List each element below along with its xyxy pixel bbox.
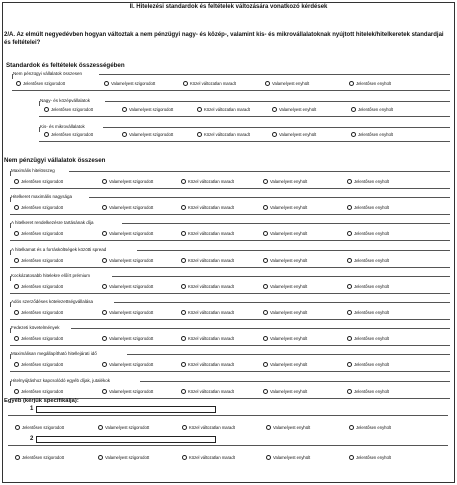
group-side-line — [10, 328, 11, 333]
option-label: Jelentősen szigorodott — [21, 362, 63, 368]
radio-button[interactable] — [181, 336, 186, 341]
standards-option-1[interactable] — [16, 81, 65, 86]
radio-button[interactable] — [14, 231, 19, 236]
terms-option-2[interactable] — [102, 389, 153, 394]
group-top-line — [140, 381, 450, 382]
group-top-line — [114, 302, 450, 303]
option-label: Valamelyest enyhült — [270, 257, 308, 263]
radio-button[interactable] — [102, 310, 107, 315]
terms-option-3[interactable] — [181, 310, 234, 315]
radio-button[interactable] — [182, 425, 187, 430]
terms-option-2[interactable] — [102, 336, 153, 341]
group-side-line — [10, 354, 11, 359]
radio-button[interactable] — [122, 107, 127, 112]
radio-button[interactable] — [181, 284, 186, 289]
terms-option-4[interactable] — [263, 284, 307, 289]
option-label: Jelentősen szigorodott — [21, 205, 63, 211]
other-2-option-5[interactable] — [349, 455, 391, 460]
option-label: Valamelyest enyhült — [273, 455, 311, 460]
option-label: Jelentősen szigorodott — [21, 388, 63, 394]
radio-button[interactable] — [14, 205, 19, 210]
radio-button[interactable] — [349, 455, 354, 460]
terms-option-2[interactable] — [102, 284, 153, 289]
terms-option-3[interactable] — [181, 231, 234, 236]
option-label: Jelentősen enyhült — [354, 388, 389, 394]
radio-button[interactable] — [181, 231, 186, 236]
other-2-option-1[interactable] — [15, 455, 64, 460]
option-label: Jelentősen szigorodott — [21, 336, 63, 342]
group-bottom-line — [39, 141, 450, 142]
terms-option-4[interactable] — [263, 258, 307, 263]
group-label: Adós szerződéses kötelezettségvállalása — [11, 299, 94, 304]
radio-button[interactable] — [14, 336, 19, 341]
radio-button[interactable] — [102, 205, 107, 210]
question-text: 2/A. Az elmúlt negyedévben hogyan változtak a nem pénzügyi nagy- és közép-, valamint kis- és mikrovállalatoknak nyújtott hitelek/hitelkeretek standardjai és feltételei? — [4, 32, 444, 46]
terms-option-4[interactable] — [263, 310, 307, 315]
other-specify-input[interactable] — [36, 406, 216, 413]
radio-button[interactable] — [349, 425, 354, 430]
option-label: Valamelyest szigorodott — [105, 455, 150, 460]
group-top-line — [89, 197, 450, 198]
option-label: Valamelyest enyhült — [272, 81, 310, 86]
option-label: Jelentősen enyhült — [354, 179, 389, 184]
terms-option-1[interactable] — [14, 179, 63, 184]
group-bottom-line — [10, 319, 450, 320]
option-label: Valamelyest enyhült — [270, 388, 308, 394]
option-label: Valamelyest enyhült — [273, 425, 311, 430]
standards-option-4[interactable] — [272, 132, 316, 137]
radio-button[interactable] — [263, 362, 268, 367]
option-label: Valamelyest szigorodott — [109, 388, 154, 394]
other-1-option-3[interactable] — [182, 425, 235, 430]
group-side-line — [10, 197, 11, 202]
radio-button[interactable] — [347, 389, 352, 394]
group-bottom-line — [10, 240, 450, 241]
terms-option-3[interactable] — [181, 179, 234, 184]
option-label: Közel változatlan maradt — [204, 132, 250, 137]
option-label: Jelentősen enyhült — [358, 132, 393, 137]
terms-option-4[interactable] — [263, 231, 307, 236]
option-label: Jelentősen szigorodott — [22, 425, 64, 430]
other-2-option-2[interactable] — [98, 455, 149, 460]
radio-button[interactable] — [347, 205, 352, 210]
radio-button[interactable] — [181, 205, 186, 210]
radio-button[interactable] — [102, 389, 107, 394]
radio-button[interactable] — [102, 258, 107, 263]
standards-option-4[interactable] — [265, 81, 309, 86]
terms-option-2[interactable] — [102, 310, 153, 315]
group-bottom-line — [10, 188, 450, 189]
terms-option-5[interactable] — [347, 284, 389, 289]
radio-button[interactable] — [347, 179, 352, 184]
group-bottom-line — [10, 267, 450, 268]
radio-button[interactable] — [181, 258, 186, 263]
option-label: Jelentősen enyhült — [354, 231, 389, 237]
group-label: A hitelkeret rendelkezésre tartásának díja — [11, 220, 94, 226]
option-label: Közel változatlan maradt — [188, 231, 234, 237]
option-label: Valamelyest enyhült — [270, 231, 308, 237]
radio-button[interactable] — [197, 132, 202, 137]
option-label: Valamelyest szigorodott — [109, 283, 154, 289]
terms-option-1[interactable] — [14, 389, 63, 394]
option-label: Valamelyest szigorodott — [109, 231, 154, 237]
option-label: Jelentősen szigorodott — [22, 455, 64, 460]
terms-option-4[interactable] — [263, 362, 307, 367]
group-label: Nagy- és középvállalatok — [40, 98, 91, 103]
option-label: Közel változatlan maradt — [188, 336, 234, 342]
group-label: Hitelnyújtáshoz kapcsolódó egyéb díjak, jutalékok — [11, 377, 111, 383]
terms-option-2[interactable] — [102, 362, 153, 367]
group-bottom-line — [39, 116, 450, 117]
radio-button[interactable] — [44, 107, 49, 112]
option-label: Jelentősen enyhült — [356, 455, 391, 460]
standards-option-5[interactable] — [349, 81, 391, 86]
option-label: Közel változatlan maradt — [188, 179, 234, 184]
other-1-option-2[interactable] — [98, 425, 149, 430]
other-entry-number: 2 — [30, 436, 34, 442]
option-label: Valamelyest enyhült — [270, 283, 308, 289]
terms-option-3[interactable] — [181, 362, 234, 367]
terms-option-4[interactable] — [263, 205, 307, 210]
terms-option-5[interactable] — [347, 179, 389, 184]
option-label: Jelentősen enyhült — [354, 283, 389, 289]
option-label: Valamelyest enyhült — [270, 205, 308, 211]
radio-button[interactable] — [263, 179, 268, 184]
terms-option-1[interactable] — [14, 362, 63, 367]
group-side-line — [10, 302, 11, 307]
terms-option-5[interactable] — [347, 362, 389, 367]
group-top-line — [122, 223, 450, 224]
terms-option-5[interactable] — [347, 310, 389, 315]
terms-option-5[interactable] — [347, 336, 389, 341]
radio-button[interactable] — [15, 425, 20, 430]
option-label: Jelentősen szigorodott — [21, 179, 63, 184]
terms-option-1[interactable] — [14, 205, 63, 210]
option-label: Közel változatlan maradt — [190, 81, 236, 86]
standards-option-3[interactable] — [197, 132, 250, 137]
standards-option-5[interactable] — [351, 107, 393, 112]
other-entry-divider — [8, 445, 448, 446]
radio-button[interactable] — [181, 362, 186, 367]
group-side-line — [10, 171, 11, 176]
option-label: Valamelyest szigorodott — [109, 310, 154, 315]
terms-option-1[interactable] — [14, 336, 63, 341]
option-label: Valamelyest szigorodott — [109, 205, 154, 211]
group-side-line — [39, 127, 40, 132]
radio-button[interactable] — [347, 310, 352, 315]
group-bottom-line — [12, 90, 450, 91]
option-label: Valamelyest enyhült — [279, 132, 317, 137]
group-label: A hitelkamat és a forrásköltségek közötti spread — [11, 246, 107, 252]
option-label: Jelentősen enyhült — [356, 81, 391, 86]
option-label: Közel változatlan maradt — [188, 283, 234, 289]
group-side-line — [10, 381, 11, 386]
group-top-line — [69, 171, 450, 172]
option-label: Közel változatlan maradt — [188, 310, 234, 315]
radio-button[interactable] — [266, 425, 271, 430]
option-label: Jelentősen enyhült — [356, 425, 391, 430]
radio-button[interactable] — [98, 425, 103, 430]
terms-heading: Nem pénzügyi vállalatok összesen — [4, 157, 106, 164]
other-2-option-3[interactable] — [182, 455, 235, 460]
standards-option-2[interactable] — [104, 81, 155, 86]
radio-button[interactable] — [16, 81, 21, 86]
group-bottom-line — [10, 293, 450, 294]
terms-option-3[interactable] — [181, 389, 234, 394]
group-side-line — [10, 223, 11, 228]
terms-option-4[interactable] — [263, 336, 307, 341]
group-top-line — [112, 276, 450, 277]
group-bottom-line — [10, 214, 450, 215]
radio-button[interactable] — [14, 310, 19, 315]
option-label: Közel változatlan maradt — [188, 388, 234, 394]
radio-button[interactable] — [349, 81, 354, 86]
option-label: Valamelyest enyhült — [270, 362, 308, 368]
group-top-line — [105, 101, 450, 102]
other-entry-divider — [8, 415, 448, 416]
standards-option-1[interactable] — [44, 132, 93, 137]
option-label: Valamelyest szigorodott — [111, 81, 156, 86]
group-side-line — [12, 74, 13, 79]
terms-option-3[interactable] — [181, 205, 234, 210]
radio-button[interactable] — [181, 179, 186, 184]
radio-button[interactable] — [14, 284, 19, 289]
group-bottom-line — [10, 371, 450, 372]
radio-button[interactable] — [272, 107, 277, 112]
radio-button[interactable] — [351, 107, 356, 112]
radio-button[interactable] — [44, 132, 49, 137]
terms-option-3[interactable] — [181, 258, 234, 263]
radio-button[interactable] — [102, 231, 107, 236]
other-1-option-1[interactable] — [15, 425, 64, 430]
option-label: Valamelyest enyhült — [270, 310, 308, 315]
radio-button[interactable] — [347, 231, 352, 236]
radio-button[interactable] — [14, 258, 19, 263]
group-bottom-line — [10, 345, 450, 346]
option-label: Valamelyest enyhült — [279, 107, 317, 112]
option-label: Jelentősen szigorodott — [21, 283, 63, 289]
other-2-option-4[interactable] — [266, 455, 310, 460]
terms-option-5[interactable] — [347, 231, 389, 236]
radio-button[interactable] — [347, 284, 352, 289]
terms-option-4[interactable] — [263, 179, 307, 184]
radio-button[interactable] — [183, 81, 188, 86]
option-label: Jelentősen enyhült — [358, 107, 393, 112]
radio-button[interactable] — [347, 258, 352, 263]
option-label: Valamelyest szigorodott — [129, 132, 174, 137]
option-label: Jelentősen szigorodott — [21, 310, 63, 315]
terms-option-5[interactable] — [347, 389, 389, 394]
radio-button[interactable] — [102, 179, 107, 184]
radio-button[interactable] — [14, 179, 19, 184]
group-label: Maximális hitelösszeg — [11, 168, 55, 173]
other-1-option-5[interactable] — [349, 425, 391, 430]
group-top-line — [99, 74, 450, 75]
option-label: Jelentősen szigorodott — [23, 81, 65, 86]
option-label: Jelentősen szigorodott — [21, 257, 63, 263]
group-top-line — [137, 250, 450, 251]
radio-button[interactable] — [263, 336, 268, 341]
option-label: Közel változatlan maradt — [188, 257, 234, 263]
radio-button[interactable] — [102, 284, 107, 289]
radio-button[interactable] — [98, 455, 103, 460]
terms-option-5[interactable] — [347, 205, 389, 210]
standards-option-5[interactable] — [351, 132, 393, 137]
option-label: Jelentősen enyhült — [354, 336, 389, 342]
radio-button[interactable] — [181, 310, 186, 315]
standards-option-2[interactable] — [122, 132, 173, 137]
standards-option-2[interactable] — [122, 107, 173, 112]
option-label: Közel változatlan maradt — [188, 362, 234, 368]
radio-button[interactable] — [263, 310, 268, 315]
option-label: Valamelyest szigorodott — [109, 257, 154, 263]
terms-option-1[interactable] — [14, 231, 63, 236]
option-label: Jelentősen szigorodott — [51, 132, 93, 137]
terms-option-2[interactable] — [102, 231, 153, 236]
option-label: Közel változatlan maradt — [189, 455, 235, 460]
option-label: Jelentősen enyhült — [354, 310, 389, 315]
terms-option-3[interactable] — [181, 284, 234, 289]
terms-option-2[interactable] — [102, 205, 153, 210]
radio-button[interactable] — [347, 362, 352, 367]
radio-button[interactable] — [263, 205, 268, 210]
option-label: Közel változatlan maradt — [204, 107, 250, 112]
option-label: Valamelyest szigorodott — [109, 362, 154, 368]
standards-option-4[interactable] — [272, 107, 316, 112]
group-side-line — [39, 101, 40, 106]
group-label: Nem pénzügyi vállalatok összesen — [13, 71, 83, 76]
radio-button[interactable] — [181, 389, 186, 394]
radio-button[interactable] — [263, 284, 268, 289]
group-top-line — [127, 354, 450, 355]
option-label: Közel változatlan maradt — [189, 425, 235, 430]
option-label: Valamelyest enyhült — [270, 179, 308, 184]
radio-button[interactable] — [14, 389, 19, 394]
terms-option-1[interactable] — [14, 284, 63, 289]
terms-option-1[interactable] — [14, 310, 63, 315]
terms-option-2[interactable] — [102, 179, 153, 184]
option-label: Közel változatlan maradt — [188, 205, 234, 211]
option-label: Valamelyest szigorodott — [129, 107, 174, 112]
standards-option-3[interactable] — [197, 107, 250, 112]
option-label: Jelentősen enyhült — [354, 257, 389, 263]
terms-option-2[interactable] — [102, 258, 153, 263]
group-label: Kockázatosabb hitelekre előírt prémium — [11, 272, 91, 278]
group-label: Maximálisan megállapítható hitellejárati idő — [11, 351, 97, 357]
option-label: Valamelyest szigorodott — [105, 425, 150, 430]
radio-button[interactable] — [351, 132, 356, 137]
radio-button[interactable] — [263, 231, 268, 236]
option-label: Valamelyest enyhült — [270, 336, 308, 342]
option-label: Valamelyest szigorodott — [109, 336, 154, 342]
group-label: Fedezeti követelmények — [11, 325, 60, 331]
option-label: Jelentősen enyhült — [354, 362, 389, 368]
group-side-line — [10, 276, 11, 281]
radio-button[interactable] — [347, 336, 352, 341]
radio-button[interactable] — [266, 455, 271, 460]
radio-button[interactable] — [15, 455, 20, 460]
other-specify-input[interactable] — [36, 436, 216, 443]
terms-option-4[interactable] — [263, 389, 307, 394]
group-top-line — [71, 328, 450, 329]
group-label: Hitelkeret maximális nagysága — [11, 194, 73, 200]
radio-button[interactable] — [265, 81, 270, 86]
other-entry-number: 1 — [30, 406, 34, 412]
other-label: Egyéb (kérjük specifikálja): — [4, 398, 79, 404]
terms-option-1[interactable] — [14, 258, 63, 263]
radio-button[interactable] — [272, 132, 277, 137]
option-label: Jelentősen enyhült — [354, 205, 389, 211]
section-title: II. Hitelezési standardok és feltételek változására vonatkozó kérdések — [129, 4, 328, 10]
group-label: Kis- és mikrovállalatok — [40, 124, 85, 129]
standards-heading: Standardok és feltételek összességében — [6, 62, 125, 69]
option-label: Jelentősen szigorodott — [21, 231, 63, 237]
radio-button[interactable] — [263, 389, 268, 394]
option-label: Jelentősen szigorodott — [51, 107, 93, 112]
radio-button[interactable] — [122, 132, 127, 137]
radio-button[interactable] — [104, 81, 109, 86]
standards-option-1[interactable] — [44, 107, 93, 112]
radio-button[interactable] — [197, 107, 202, 112]
standards-option-3[interactable] — [183, 81, 236, 86]
group-top-line — [103, 127, 450, 128]
radio-button[interactable] — [102, 336, 107, 341]
radio-button[interactable] — [263, 258, 268, 263]
radio-button[interactable] — [102, 362, 107, 367]
group-side-line — [10, 250, 11, 255]
terms-option-3[interactable] — [181, 336, 234, 341]
radio-button[interactable] — [14, 362, 19, 367]
terms-option-5[interactable] — [347, 258, 389, 263]
option-label: Valamelyest szigorodott — [109, 179, 154, 184]
other-1-option-4[interactable] — [266, 425, 310, 430]
radio-button[interactable] — [182, 455, 187, 460]
